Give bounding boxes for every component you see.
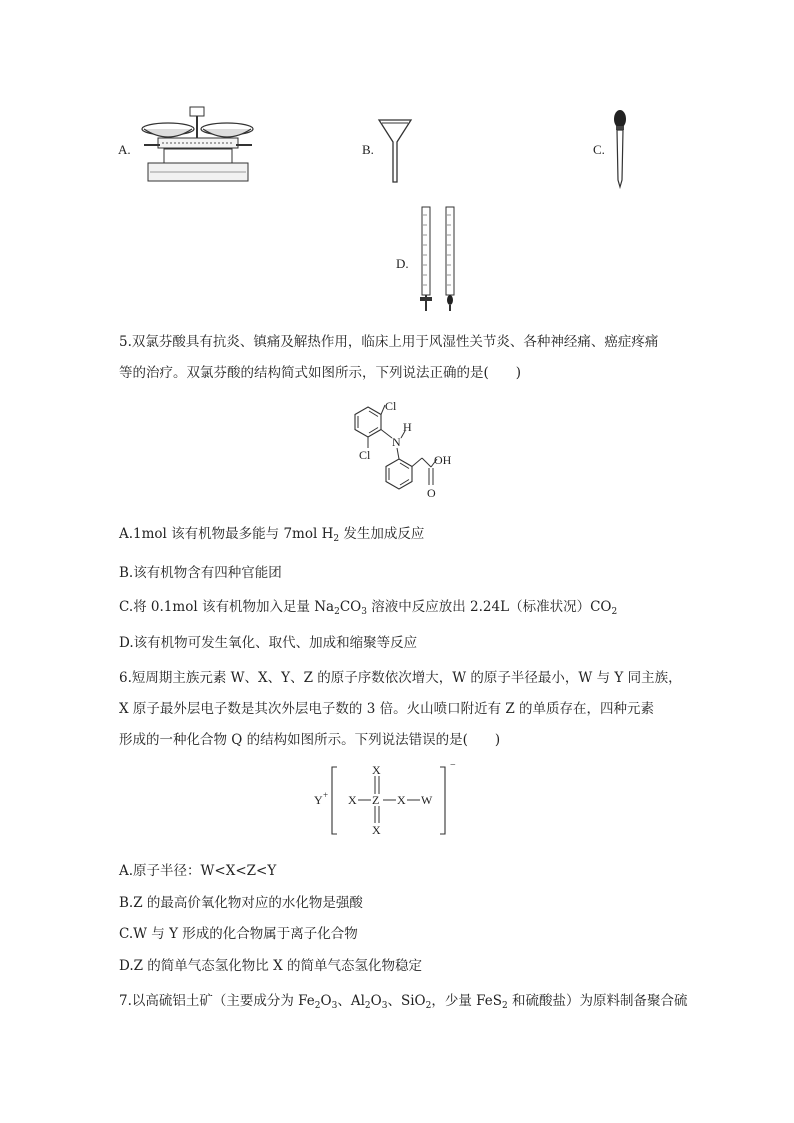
struct-x-right: X bbox=[397, 793, 406, 807]
q6-stem-line3: 形成的一种化合物 Q 的结构如图所示。下列说法错误的是( ) bbox=[119, 732, 501, 748]
struct-h: H bbox=[403, 420, 412, 434]
q7-stem-line1: 7.以高硫铝土矿（主要成分为 $Fe_2O_3$、$Al_2O_3$、SiO$_2$，少量 FeS$_2$ 和硫酸盐）为原料制备聚合硫 bbox=[119, 993, 688, 1011]
option-d-label: D. bbox=[396, 256, 409, 271]
struct-y-charge: + bbox=[323, 790, 329, 800]
q6-option-d: D.Z 的简单气态氢化物比 X 的简单气态氢化物稳定 bbox=[119, 958, 422, 974]
q6-option-c: C.W 与 Y 形成的化合物属于离子化合物 bbox=[119, 926, 358, 942]
struct-oh: OH bbox=[434, 453, 452, 467]
q5-stem-line1: 5.双氯芬酸具有抗炎、镇痛及解热作用，临床上用于风湿性关节炎、各种神经痛、癌症疼痛 bbox=[119, 334, 659, 350]
struct-o: O bbox=[427, 486, 436, 500]
diclofenac-structure bbox=[345, 393, 465, 503]
struct-charge: − bbox=[450, 760, 456, 771]
q5-option-a: A.1mol 该有机物最多能与 7mol $H_2$ 发生加成反应 bbox=[119, 526, 425, 544]
q5-option-b: B.该有机物含有四种官能团 bbox=[119, 565, 282, 581]
q6-stem-line2: X 原子最外层电子数是其次外层电子数的 3 倍。火山喷口附近有 Z 的单质存在，四种元素 bbox=[119, 701, 655, 717]
struct-x-left: X bbox=[348, 793, 357, 807]
struct-x-bottom: X bbox=[372, 823, 381, 837]
struct-z: Z bbox=[372, 793, 380, 807]
struct-w: W bbox=[421, 793, 433, 807]
struct-cl-bottom: Cl bbox=[359, 448, 371, 462]
q6-option-a: A.原子半径：W<X<Z<Y bbox=[119, 863, 277, 879]
q5-option-d: D.该有机物可发生氧化、取代、加成和缩聚等反应 bbox=[119, 635, 418, 651]
struct-cl-top: Cl bbox=[385, 399, 397, 413]
balance-scale-icon bbox=[140, 105, 255, 185]
struct-y: Y bbox=[314, 793, 323, 807]
burettes-icon bbox=[418, 205, 462, 313]
struct-n: N bbox=[392, 435, 401, 449]
q5-stem-line2: 等的治疗。双氯芬酸的结构简式如图所示，下列说法正确的是( ) bbox=[119, 365, 522, 381]
q6-option-b: B.Z 的最高价氧化物对应的水化物是强酸 bbox=[119, 895, 363, 911]
option-b-label: B. bbox=[362, 142, 374, 157]
option-c-label: C. bbox=[593, 142, 605, 157]
q5-option-c: C.将 0.1mol 该有机物加入足量 $Na_2CO_3$ 溶液中反应放出 2.24L（标准状况）$CO_2$ bbox=[119, 599, 618, 617]
funnel-icon bbox=[377, 118, 413, 184]
dropper-icon bbox=[610, 110, 630, 188]
struct-x-top: X bbox=[372, 763, 381, 777]
compound-q-structure bbox=[310, 760, 470, 840]
option-a-label: A. bbox=[118, 142, 131, 157]
q6-stem-line1: 6.短周期主族元素 W、X、Y、Z 的原子序数依次增大，W 的原子半径最小，W 与 Y 同主族， bbox=[119, 670, 682, 686]
